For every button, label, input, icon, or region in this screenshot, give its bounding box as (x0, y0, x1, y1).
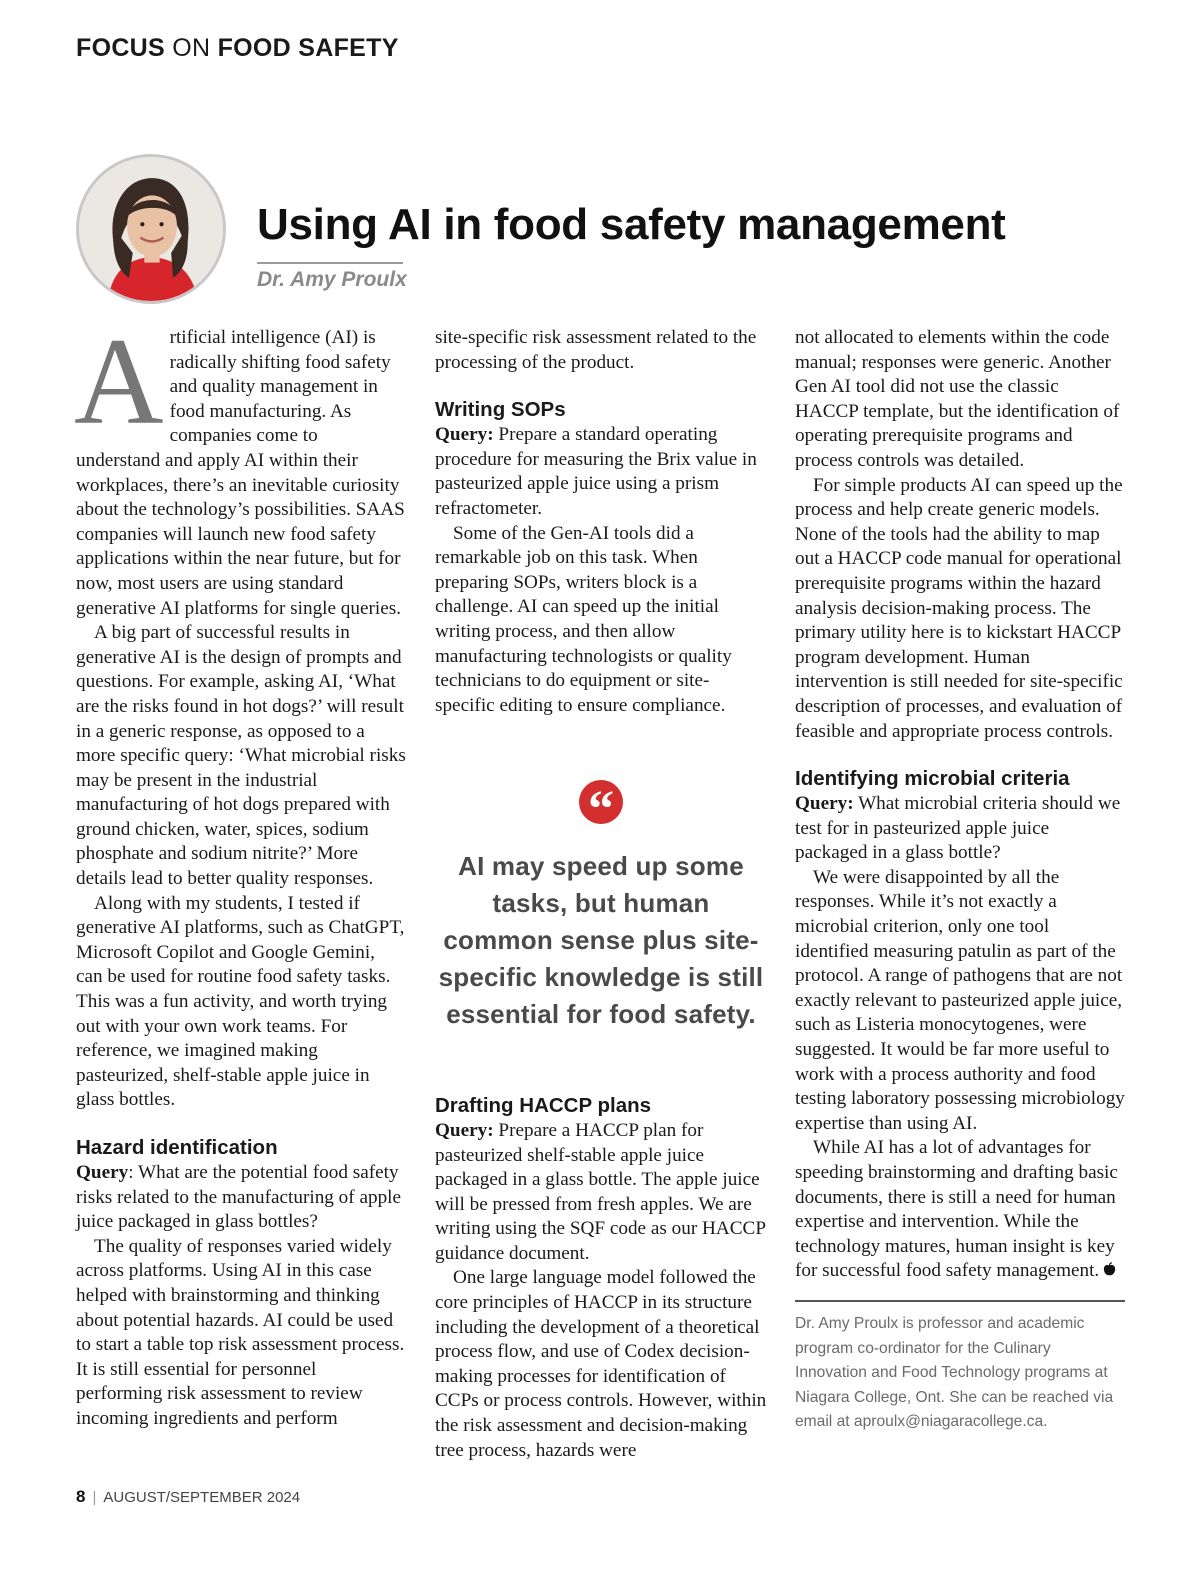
hazard-paragraph-1-continued: site-specific risk assessment related to the processing of the product. (435, 327, 757, 373)
column-2 (435, 326, 767, 1463)
author-photo (79, 157, 223, 301)
pull-quote-text: AI may speed up some tasks, but human common sense plus site-specific knowledge is still essential for food safety. (438, 850, 764, 1029)
intro-paragraph-2: A big part of successful results in generative AI is the design of prompts and questions. For example, asking AI, ‘What are the risks found in hot dogs?’ will result in a generic response, as opposed to a more specific query: ‘What microbial risks may be present in the industrial manufacturing of hot dogs prepared with ground chicken, water, spices, sodium phosphate and sodium nitrite?’ More details lead to better quality responses. (76, 622, 406, 890)
hazard-heading: Hazard identification (76, 1136, 278, 1159)
microbial-paragraph-2 (795, 1136, 1125, 1284)
intro-paragraph-1-text: rtificial intelligence (AI) is radically shifting food safety and quality management in food manufacturing. As companies come to understand and apply AI within their workplaces, there’s an inevitable curiosity about the technology’s possibilities. SAAS companies will launch new food safety applications within the near future, but for now, most users are using standard generative AI platforms for single queries. (76, 327, 405, 619)
author-portrait (76, 154, 226, 304)
hazard-query (76, 1161, 406, 1235)
title-divider (257, 262, 403, 264)
microbial-heading: Identifying microbial criteria (795, 767, 1070, 791)
hazard-paragraph-1: The quality of responses varied widely across platforms. Using AI in this case helped with brainstorming and thinking about potential hazards. AI could be used to start a table top risk assessment process. It is still essential for personnel performing risk assessment to review incoming ingredients and perform (76, 1235, 405, 1429)
sops-paragraph-1: Some of the Gen-AI tools did a remarkable job on this task. When preparing SOPs, writers block is a challenge. AI can speed up the initial writing process, and then allow manufacturing technologists or quality technicians to do equipment or site-specific editing to ensure compliance. (435, 522, 732, 716)
section-label (76, 34, 399, 63)
microbial-query-text: What microbial criteria should we test for in pasteurized apple juice packaged in a glass bottle? (795, 793, 1121, 864)
haccp-query (435, 1119, 767, 1267)
article-title: Using AI in food safety management (257, 200, 1006, 249)
hazard-query-text: : What are the potential food safety risks related to the manufacturing of apple juice packaged in glass bottles? (76, 1162, 402, 1233)
haccp-paragraph-1-continued: not allocated to elements within the code manual; responses were generic. Another Gen AI tool did not use the classic HACCP template, but the identification of operating prerequisite programs and process controls was detailed. (795, 327, 1120, 471)
haccp-paragraph-1: One large language model followed the core principles of HACCP in its structure including the development of a theoretical process flow, and use of Codex decision-making processes for identification of CCPs or process controls. However, within the risk assessment and decision-making tree process, hazards were (435, 1267, 767, 1461)
quote-icon: “ (579, 780, 623, 824)
apple-icon (1102, 1262, 1117, 1277)
microbial-paragraph-2-text: While AI has a lot of advantages for speeding brainstorming and drafting basic documents, there is still a need for human expertise and intervention. While the technology matures, human insight is key for successful food safety management. (795, 1137, 1118, 1282)
section-label-on: ON (172, 34, 211, 62)
sops-heading: Writing SOPs (435, 398, 566, 422)
pull-quote (435, 780, 767, 1033)
footer-separator: | (92, 1489, 97, 1506)
microbial-paragraph-1: We were disappointed by all the responses. While it’s not exactly a microbial criterion, only one tool identified measuring patulin as part of the protocol. A range of pathogens that are not exactly relevant to pasteurized apple juice, such as Listeria monocytogenes, were suggested. It would be far more useful to work with a process authority and food testing laboratory possessing microbiology expertise than using AI. (795, 866, 1125, 1134)
haccp-query-label: Query: (435, 1119, 494, 1141)
sops-query-label: Query: (435, 424, 494, 446)
column-1 (74, 313, 406, 1432)
page-footer (76, 1487, 300, 1507)
issue-date: AUGUST/SEPTEMBER 2024 (103, 1489, 301, 1506)
intro-paragraph-1 (74, 313, 406, 621)
microbial-query (795, 792, 1125, 866)
haccp-query-text: Prepare a HACCP plan for pasteurized shelf-stable apple juice packaged in a glass bottle. The apple juice will be pressed from fresh apples. We are writing using the SQF code as our HACCP guidance document. (435, 1119, 766, 1264)
intro-paragraph-3: Along with my students, I tested if generative AI platforms, such as ChatGPT, Microsoft Copilot and Google Gemini, can be used for routine food safety tasks. This was a fun activity, and worth trying out with your own work teams. For reference, we imagined making pasteurized, shelf-stable apple juice in glass bottles. (76, 892, 405, 1111)
sops-query-text: Prepare a standard operating procedure for measuring the Brix value in pasteurized apple juice using a prism refractometer. (435, 424, 757, 519)
haccp-paragraph-2: For simple products AI can speed up the process and help create generic models. None of the tools had the ability to map out a HACCP code manual for operational prerequisite programs within the hazard analysis decision-making process. The primary utility here is to kickstart HACCP program development. Human intervention is still needed for site-specific description of processes, and evaluation of feasible and appropriate process controls. (795, 474, 1123, 742)
drop-cap: A (74, 313, 164, 450)
section-label-topic: FOOD SAFETY (217, 34, 399, 62)
column-3 (795, 326, 1125, 1435)
section-label-focus: FOCUS (76, 34, 165, 62)
bio-divider (795, 1300, 1125, 1302)
haccp-heading: Drafting HACCP plans (435, 1093, 652, 1117)
hazard-query-label: Query (76, 1162, 129, 1183)
microbial-query-label: Query: (795, 793, 854, 815)
page-number: 8 (76, 1487, 86, 1506)
author-bio: Dr. Amy Proulx is professor and academic program co-ordinator for the Culinary Innovation and Food Technology programs at Niagara College, Ont. She can be reached via email at aproulx@niagaracollege.ca. (795, 1314, 1114, 1431)
sops-query (435, 423, 767, 521)
author-byline: Dr. Amy Proulx (257, 268, 407, 291)
